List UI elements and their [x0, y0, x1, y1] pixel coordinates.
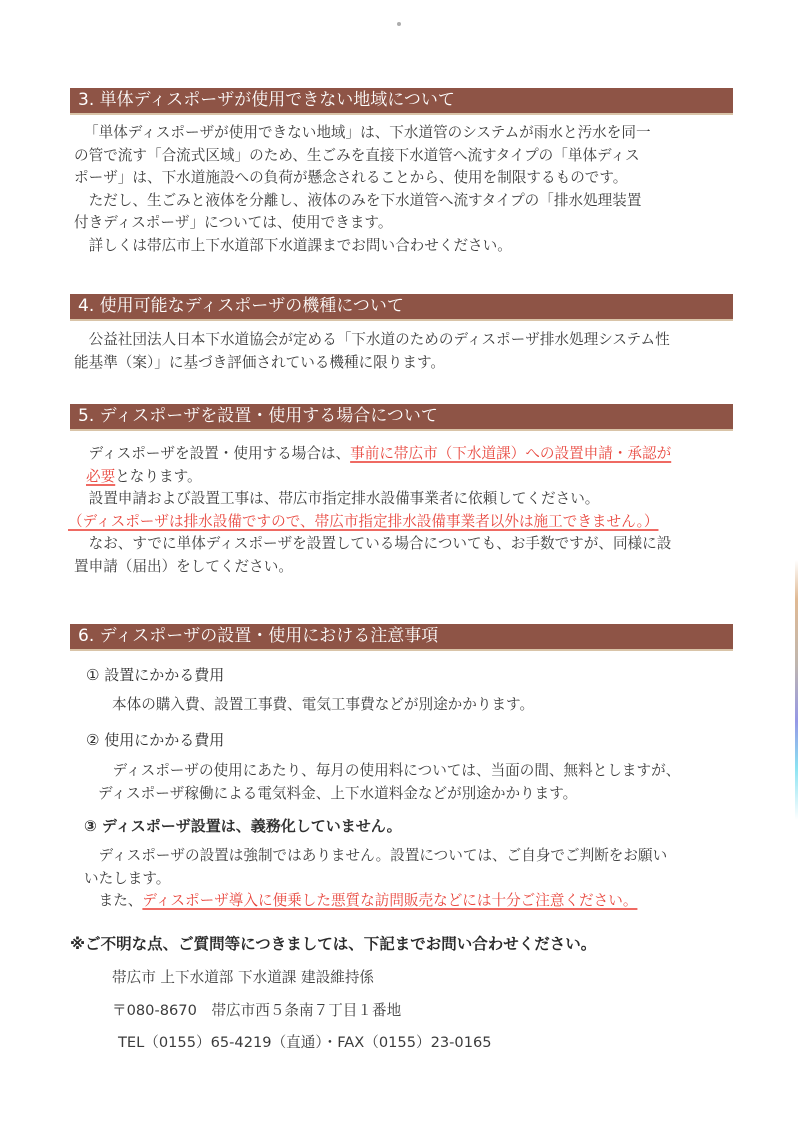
section-5-body [68, 443, 746, 578]
section-4-line: 能基準（案）」に基づき評価されている機種に限ります。 [74, 353, 445, 371]
section-3-line: 詳しくは帯広市上下水道部下水道課までお問い合わせください。 [74, 236, 512, 254]
item-2-title: ② 使用にかかる費用 [86, 731, 225, 749]
item-3-line-3 [84, 890, 756, 913]
contact-address: 〒080-8670 帯広市西５条南７丁目１番地 [112, 1002, 402, 1019]
section-5-warning: （ディスポーザは排水設備ですので、帯広市指定排水設備事業者以外は施工できません。） [68, 512, 659, 530]
section-5-line-6: 置申請（届出）をしてください。 [74, 557, 293, 575]
section-5-line-2 [74, 466, 746, 489]
item-3-title: ③ ディスポーザ設置は、義務化していません。 [84, 817, 402, 835]
section-5-header: 5. ディスポーザを設置・使用する場合について [70, 404, 733, 429]
contact-lead: ※ご不明な点、ご質問等につきましては、下記までお問い合わせください。 [70, 935, 597, 953]
item-2-line: ディスポーザ稼働による電気料金、上下水道料金などが別途かかります。 [98, 784, 578, 802]
emphasis-text: 事前に帯広市（下水道課）への設置申請・承認が [350, 445, 672, 462]
section-4-header: 4. 使用可能なディスポーザの機種について [70, 294, 733, 319]
section-5-line-1 [74, 443, 746, 466]
item-2-line: ディスポーザの使用にあたり、毎月の使用料については、当面の間、無料としますが、 [98, 762, 681, 779]
item-2-body [98, 760, 770, 805]
emphasis-text: ディスポーザ導入に便乗した悪質な訪問販売などには十分ご注意ください。 [142, 892, 638, 909]
plain-text: となります。 [115, 467, 202, 485]
section-3-body [74, 122, 746, 257]
plain-text: また、 [84, 892, 143, 909]
item-1-title: ① 設置にかかる費用 [86, 666, 225, 684]
emphasis-text: 必要 [86, 467, 116, 485]
item-1-body [112, 694, 784, 717]
plain-text: ディスポーザを設置・使用する場合は、 [74, 445, 351, 462]
scan-mark [397, 22, 401, 26]
contact-department: 帯広市 上下水道部 下水道課 建設維持係 [112, 969, 375, 986]
item-3-line-1: ディスポーザの設置は強制ではありません。設置については、ご自身でご判断をお願い [84, 847, 668, 864]
section-4-line: 公益社団法人日本下水道協会が定める「下水道のためのディスポーザ排水処理システム性 [74, 331, 670, 348]
item-3-line-2: いたします。 [84, 869, 171, 887]
section-3-line: の管で流す「合流式区域」のため、生ごみを直接下水道管へ流すタイプの「単体ディス [74, 146, 640, 164]
section-3-line: ただし、生ごみと液体を分離し、液体のみを下水道管へ流すタイプの「排水処理装置 [74, 191, 642, 209]
section-3-header: 3. 単体ディスポーザが使用できない地域について [70, 88, 733, 113]
item-3-body [84, 845, 756, 913]
item-1-line: 本体の購入費、設置工事費、電気工事費などが別途かかります。 [112, 696, 535, 713]
section-3-line: 付きディスポーザ」については、使用できます。 [74, 214, 393, 231]
section-6-header: 6. ディスポーザの設置・使用における注意事項 [70, 624, 733, 649]
section-3-line: ポーザ」は、下水道施設への負荷が懸念されることから、使用を制限するものです。 [74, 169, 628, 186]
section-3-line: 「単体ディスポーザが使用できない地域」は、下水道管のシステムが雨水と汚水を同一 [84, 124, 651, 141]
scan-edge-artifact [795, 560, 798, 820]
section-5-line-3: 設置申請および設置工事は、帯広市指定排水設備事業者に依頼してください。 [74, 490, 600, 507]
contact-phone: TEL（0155）65-4219（直通）・FAX（0155）23-0165 [118, 1034, 492, 1051]
section-4-body [74, 329, 746, 374]
section-5-line-5: なお、すでに単体ディスポーザを設置している場合についても、お手数ですが、同様に設 [74, 535, 672, 552]
